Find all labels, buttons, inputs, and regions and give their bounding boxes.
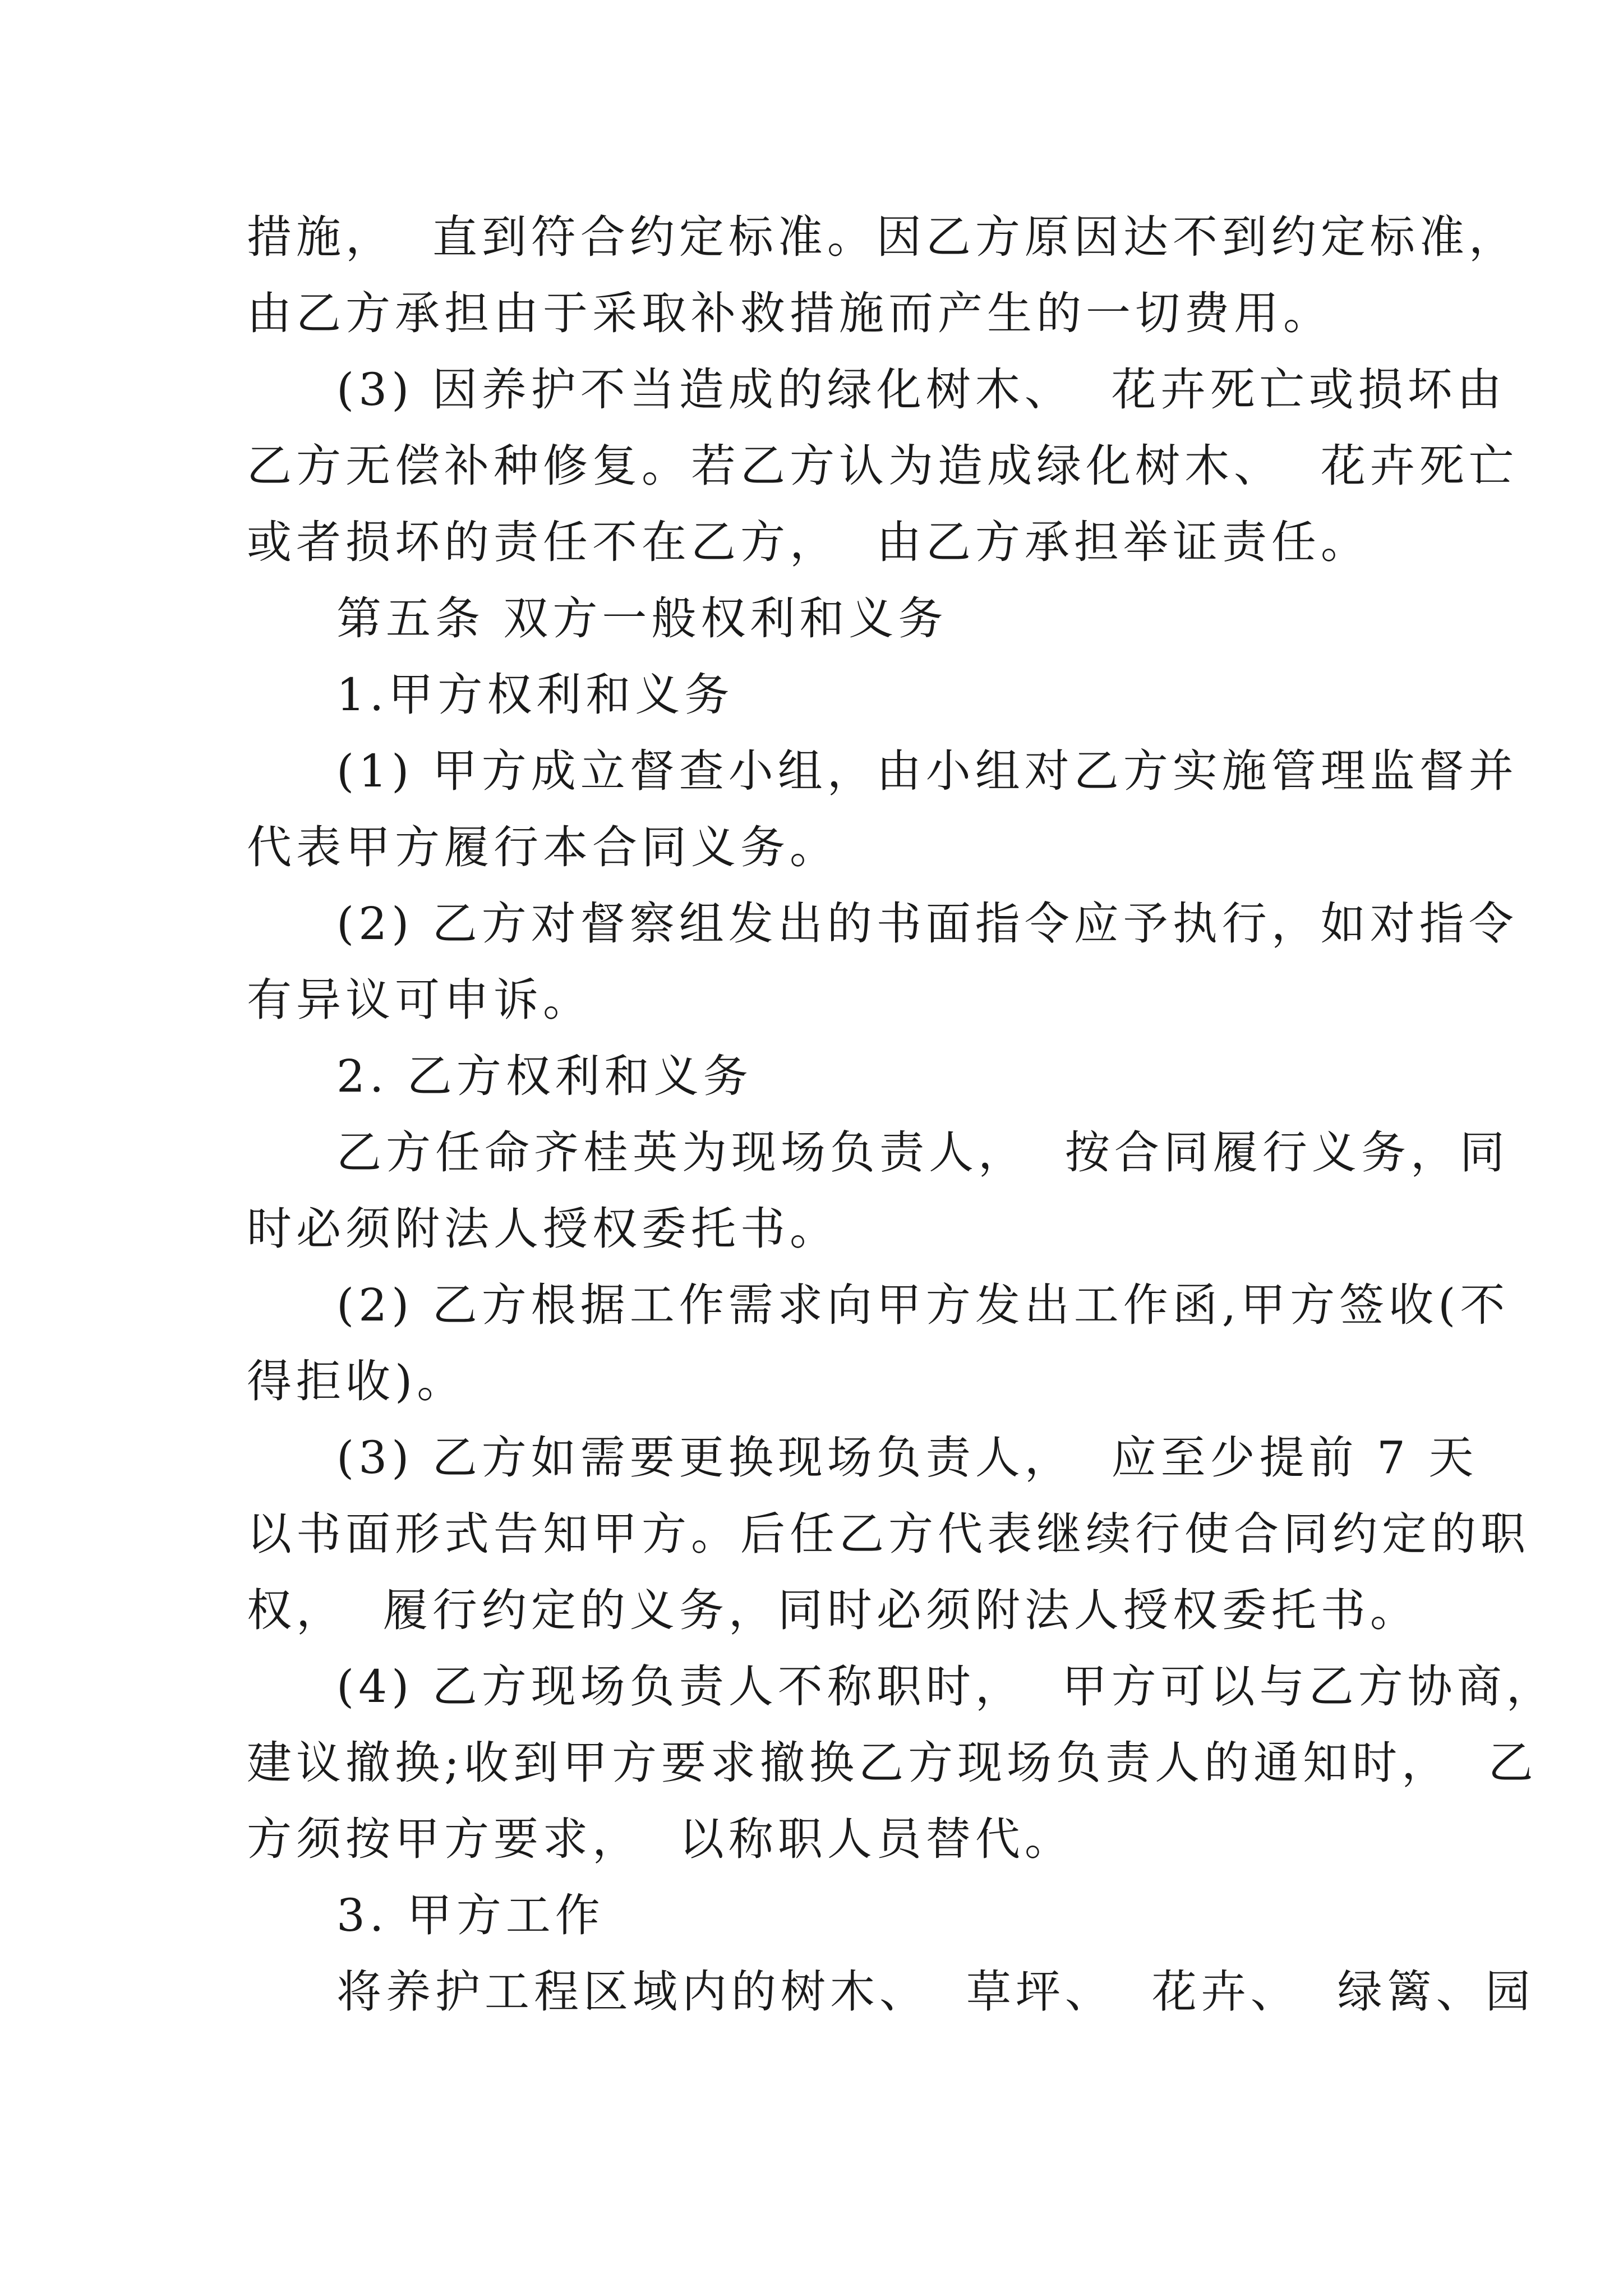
body-text — [247, 199, 1556, 2030]
text-line: 得拒收)。 — [247, 1355, 467, 1407]
text-line: 权， 履行约定的义务，同时必须附法人授权委托书。 — [247, 1584, 1419, 1636]
text-line: (2) 乙方对督察组发出的书面指令应予执行，如对指令 — [336, 898, 1518, 950]
text-line: 乙方无偿补种修复。若乙方认为造成绿化树木、 花卉死亡 — [247, 440, 1518, 492]
text-line: 建议撤换;收到甲方要求撤换乙方现场负责人的通知时， 乙 — [247, 1737, 1538, 1789]
text-line: (4) 乙方现场负责人不称职时， 甲方可以与乙方协商， — [336, 1660, 1556, 1713]
text-line: 以书面形式告知甲方。后任乙方代表继续行使合同约定的职 — [247, 1508, 1530, 1560]
text-line: (2) 乙方根据工作需求向甲方发出工作函,甲方签收(不 — [336, 1279, 1510, 1331]
text-line: 有异议可申诉。 — [247, 974, 592, 1026]
text-line: 或者损坏的责任不在乙方， 由乙方承担举证责任。 — [247, 516, 1370, 568]
text-line: 将养护工程区域内的树木、 草坪、 花卉、 绿篱、园 — [336, 1966, 1535, 2018]
text-line: (1) 甲方成立督查小组，由小组对乙方实施管理监督并 — [336, 745, 1518, 797]
text-line: 措施， 直到符合约定标准。因乙方原因达不到约定标准， — [247, 211, 1518, 263]
text-line: 乙方任命齐桂英为现场负责人， 按合同履行义务，同 — [336, 1126, 1509, 1179]
section-heading: 第五条 双方一般权利和义务 — [336, 592, 948, 645]
text-line: 方须按甲方要求， 以称职人员替代。 — [247, 1813, 1074, 1865]
text-line: 代表甲方履行本合同义务。 — [247, 821, 839, 873]
text-line: (3) 因养护不当造成的绿化树木、 花卉死亡或损坏由 — [336, 364, 1506, 416]
subsection-heading: 2. 乙方权利和义务 — [336, 1050, 753, 1102]
text-line: (3) 乙方如需要更换现场负责人， 应至少提前 7 天 — [336, 1432, 1478, 1484]
subsection-heading: 1.甲方权利和义务 — [336, 669, 734, 721]
text-line: 时必须附法人授权委托书。 — [247, 1203, 839, 1255]
subsection-heading: 3. 甲方工作 — [336, 1889, 605, 1941]
text-line: 由乙方承担由于采取补救措施而产生的一切费用。 — [247, 287, 1332, 339]
